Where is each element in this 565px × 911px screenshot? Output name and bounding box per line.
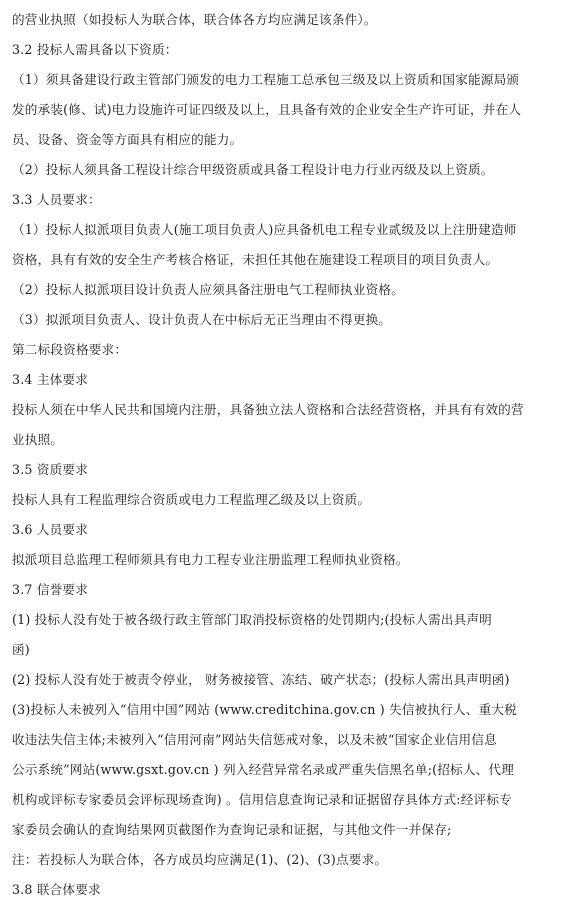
text-line: 拟派项目总监理工程师须具有电力工程专业注册监理工程师执业资格。 (12, 552, 409, 567)
text-line: 资格，具有有效的安全生产考核合格证，未担任其他在施建设工程项目的项目负责人。 (12, 252, 499, 267)
text-line: （2）投标人拟派项目设计负责人应须具备注册电气工程师执业资格。 (12, 282, 405, 297)
section-heading: 3.2 投标人需具备以下资质： (12, 42, 178, 57)
text-line: 员、设备、资金等方面具有相应的能力。 (12, 132, 243, 147)
text-line: (2) 投标人没有处于被责令停业， 财务被接管、冻结、破产状态；(投标人需出具声明函) (12, 672, 510, 687)
section-heading: 3.4 主体要求 (12, 372, 89, 387)
text-line: 机构或评标专家委员会评标现场查询) 。信用信息查询记录和证据留存具体方式:经评标专 (12, 792, 512, 807)
text-line: (3)投标人未被列入“信用中国”网站 (www.creditchina.gov.cn ) 失信被执行人、重大税 (12, 702, 517, 717)
text-line: 收违法失信主体;未被列入“信用河南”网站失信惩戒对象，以及未被“国家企业信用信息 (12, 732, 497, 747)
text-line: （3）拟派项目负责人、设计负责人在中标后无正当理由不得更换。 (12, 312, 392, 327)
text-line: (1) 投标人没有处于被各级行政主管部门取消投标资格的处罚期内;(投标人需出具声明 (12, 612, 492, 627)
text-line: 公示系统”网站(www.gsxt.gov.cn ) 列入经营异常名录或严重失信黑名单;(招标人、代理 (12, 762, 515, 777)
text-line: 注：若投标人为联合体，各方成员均应满足(1)、(2)、(3)点要求。 (12, 852, 388, 867)
text-line: 投标人须在中华人民共和国境内注册，具备独立法人资格和合法经营资格，并具有有效的营 (12, 402, 524, 417)
section-heading: 3.8 联合体要求 (12, 882, 101, 897)
section-heading: 3.6 人员要求 (12, 522, 89, 537)
text-line: 投标人具有工程监理综合资质或电力工程监理乙级及以上资质。 (12, 492, 371, 507)
text-line: 函) (12, 642, 30, 657)
text-line: 的营业执照（如投标人为联合体，联合体各方均应满足该条件）。 (12, 12, 377, 27)
section-heading: 3.7 信誉要求 (12, 582, 89, 597)
section-heading: 3.5 资质要求 (12, 462, 89, 477)
text-line: （2）投标人须具备工程设计综合甲级资质或具备工程设计电力行业丙级及以上资质。 (12, 162, 494, 177)
text-line: 发的承装(修、试)电力设施许可证四级及以上，且具备有效的企业安全生产许可证，并在人 (12, 102, 522, 117)
text-line: 业执照。 (12, 432, 64, 447)
text-line: （1）投标人拟派项目负责人(施工项目负责人)应具备机电工程专业贰级及以上注册建造师 (12, 222, 517, 237)
section-heading: 第二标段资格要求： (12, 342, 128, 357)
text-line: （1）须具备建设行政主管部门颁发的电力工程施工总承包三级及以上资质和国家能源局颁 (12, 72, 520, 87)
section-heading: 3.3 人员要求： (12, 192, 101, 207)
text-line: 家委员会确认的查询结果网页截图作为查询记录和证据，与其他文件一并保存; (12, 822, 452, 837)
